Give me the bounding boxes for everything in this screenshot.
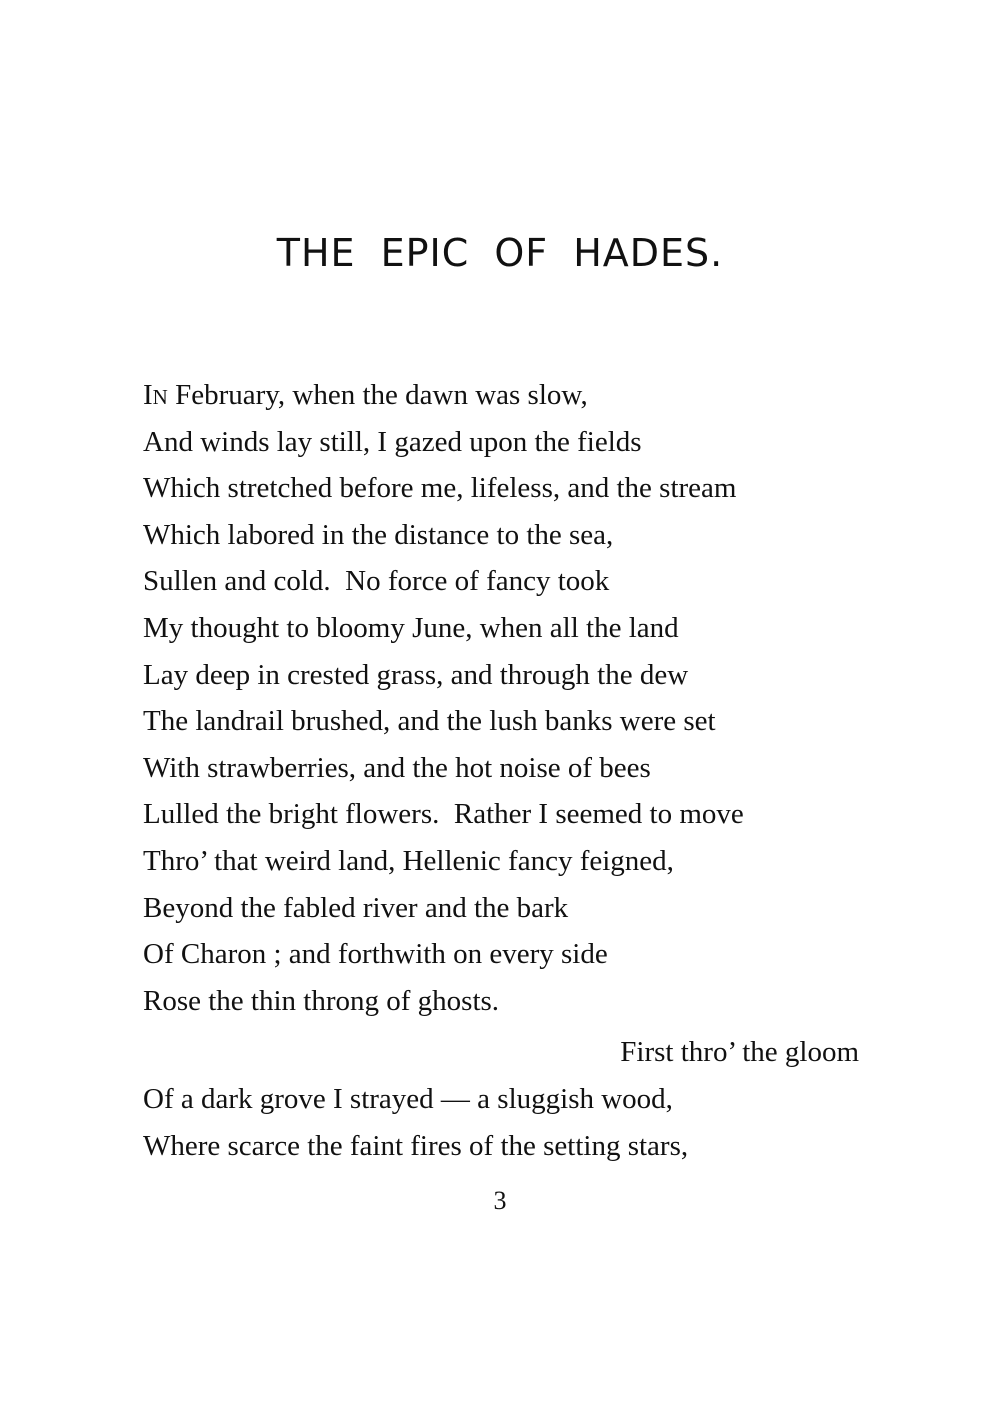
poem-line: Rose the thin throng of ghosts. — [143, 984, 500, 1017]
poem-line: Lulled the bright flowers. Rather I seemed to move — [143, 798, 744, 831]
poem-line: Which labored in the distance to the sea, — [143, 518, 614, 551]
page-number: 3 — [493, 1186, 507, 1215]
poem-line: Sullen and cold. No force of fancy took — [143, 565, 610, 598]
poem-line: Which stretched before me, lifeless, and the stream — [143, 472, 737, 505]
poem-line: Thro’ that weird land, Hellenic fancy feigned, — [143, 844, 674, 877]
poem-line: Of a dark grove I strayed — a sluggish wood, — [143, 1082, 673, 1115]
page-title: THE EPIC OF HADES. — [276, 231, 724, 276]
small-cap-letter: N — [152, 385, 168, 409]
poem-line: With strawberries, and the hot noise of bees — [143, 751, 651, 784]
poem-line-indented: First thro’ the gloom — [620, 1036, 859, 1069]
poem-line: Where scarce the faint fires of the setting stars, — [143, 1129, 689, 1162]
poem-line: IN February, when the dawn was slow, — [143, 379, 588, 411]
poem-line: Of Charon ; and forthwith on every side — [143, 938, 608, 971]
poem-line: And winds lay still, I gazed upon the fields — [143, 425, 642, 458]
drop-initial: I — [143, 379, 153, 411]
poem-text — [143, 372, 883, 1169]
poem-line: The landrail brushed, and the lush banks were set — [143, 705, 716, 738]
poem-line: Lay deep in crested grass, and through the dew — [143, 658, 689, 691]
poem-line: Beyond the fabled river and the bark — [143, 891, 569, 924]
poem-line: My thought to bloomy June, when all the land — [143, 611, 679, 644]
